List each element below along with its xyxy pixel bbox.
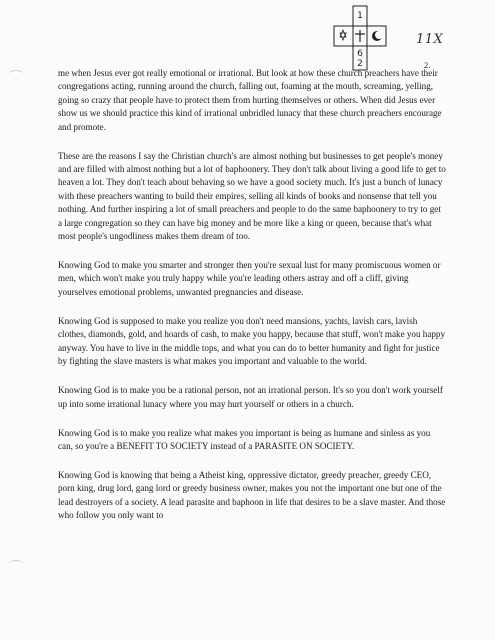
binder-hole-mark [8,560,24,569]
binder-hole-mark [8,70,24,79]
paragraph: Knowing God is knowing that being a Atheist king, oppressive dictator, greedy preacher, greedy CEO, porn king, drug lord, gang lord or greedy business owner, makes you not the important one but one of the lead destroyers of a society. A lead parasite and baphoon in life that desires to be a slave master. And those who follow you only want to [58,469,446,521]
emblem-letter: 6 [357,49,363,59]
paragraph: Knowing God to make you smarter and stronger then you're sexual lust for many promiscuous women or men, which won't make you truly happy while you're leading others astray and off a cliff, giving yourselves emotional problems, unwanted pregnancies and disease. [58,260,441,297]
handwritten-page-mark: 11X [416,32,444,47]
paragraph: These are the reasons I say the Christian church's are almost nothing but businesses to get people's money and are filled with almost nothing but a lot of baphoonery. They don't talk about living a good life to get to heaven a lot. They don't teach about behaving so we have a good society much. It's just a bunch of lunacy with these preachers wanting to build their empires, selling all kinds of books and nonsense that tell you nothing. And further inspiring a lot of small preachers and people to do the same baphoonery to try to get a large congregation so they can have big money and be more like a king or queen, because that's what most people's ungodliness makes them dream of too. [58,150,446,242]
paragraph: me when Jesus ever got really emotional or irrational. But look at how these church preachers have their congregations acting, running around the church, falling out, foaming at the mouth, screaming, yelling, going so crazy that people have to protect them from hurting themselves or others. When did Jesus ever show us we should practice this kind of irrational unbridled lunacy that these church preachers encourage and promote. [58,68,442,132]
paragraph: Knowing God is to make you realize what makes you important is being as humane and sinless as you can, so you're a BENEFIT TO SOCIETY instead of a PARASITE ON SOCIETY. [58,427,431,451]
page-number: 2. [424,60,431,70]
paragraph: Knowing God is to make you be a rational person, not an irrational person. It's so you don't work yourself up into some irrational lunacy where you may hurt yourself or others in a church. [58,385,443,409]
emblem-letter: 2 [357,59,363,69]
body-text [58,67,446,538]
paragraph: Knowing God is supposed to make you realize you don't need mansions, yachts, lavish cars, lavish clothes, diamonds, gold, and hoards of cash, to make you happy, because that stuff, won't make you happy anyway. You have to live in the middle tops, and what you can do to better humanity and fight for justice by fighting the slave masters is what makes you important and valuable to the world. [58,315,446,367]
emblem-letter: 1 [357,11,363,21]
cross-emblem-icon [332,4,388,72]
